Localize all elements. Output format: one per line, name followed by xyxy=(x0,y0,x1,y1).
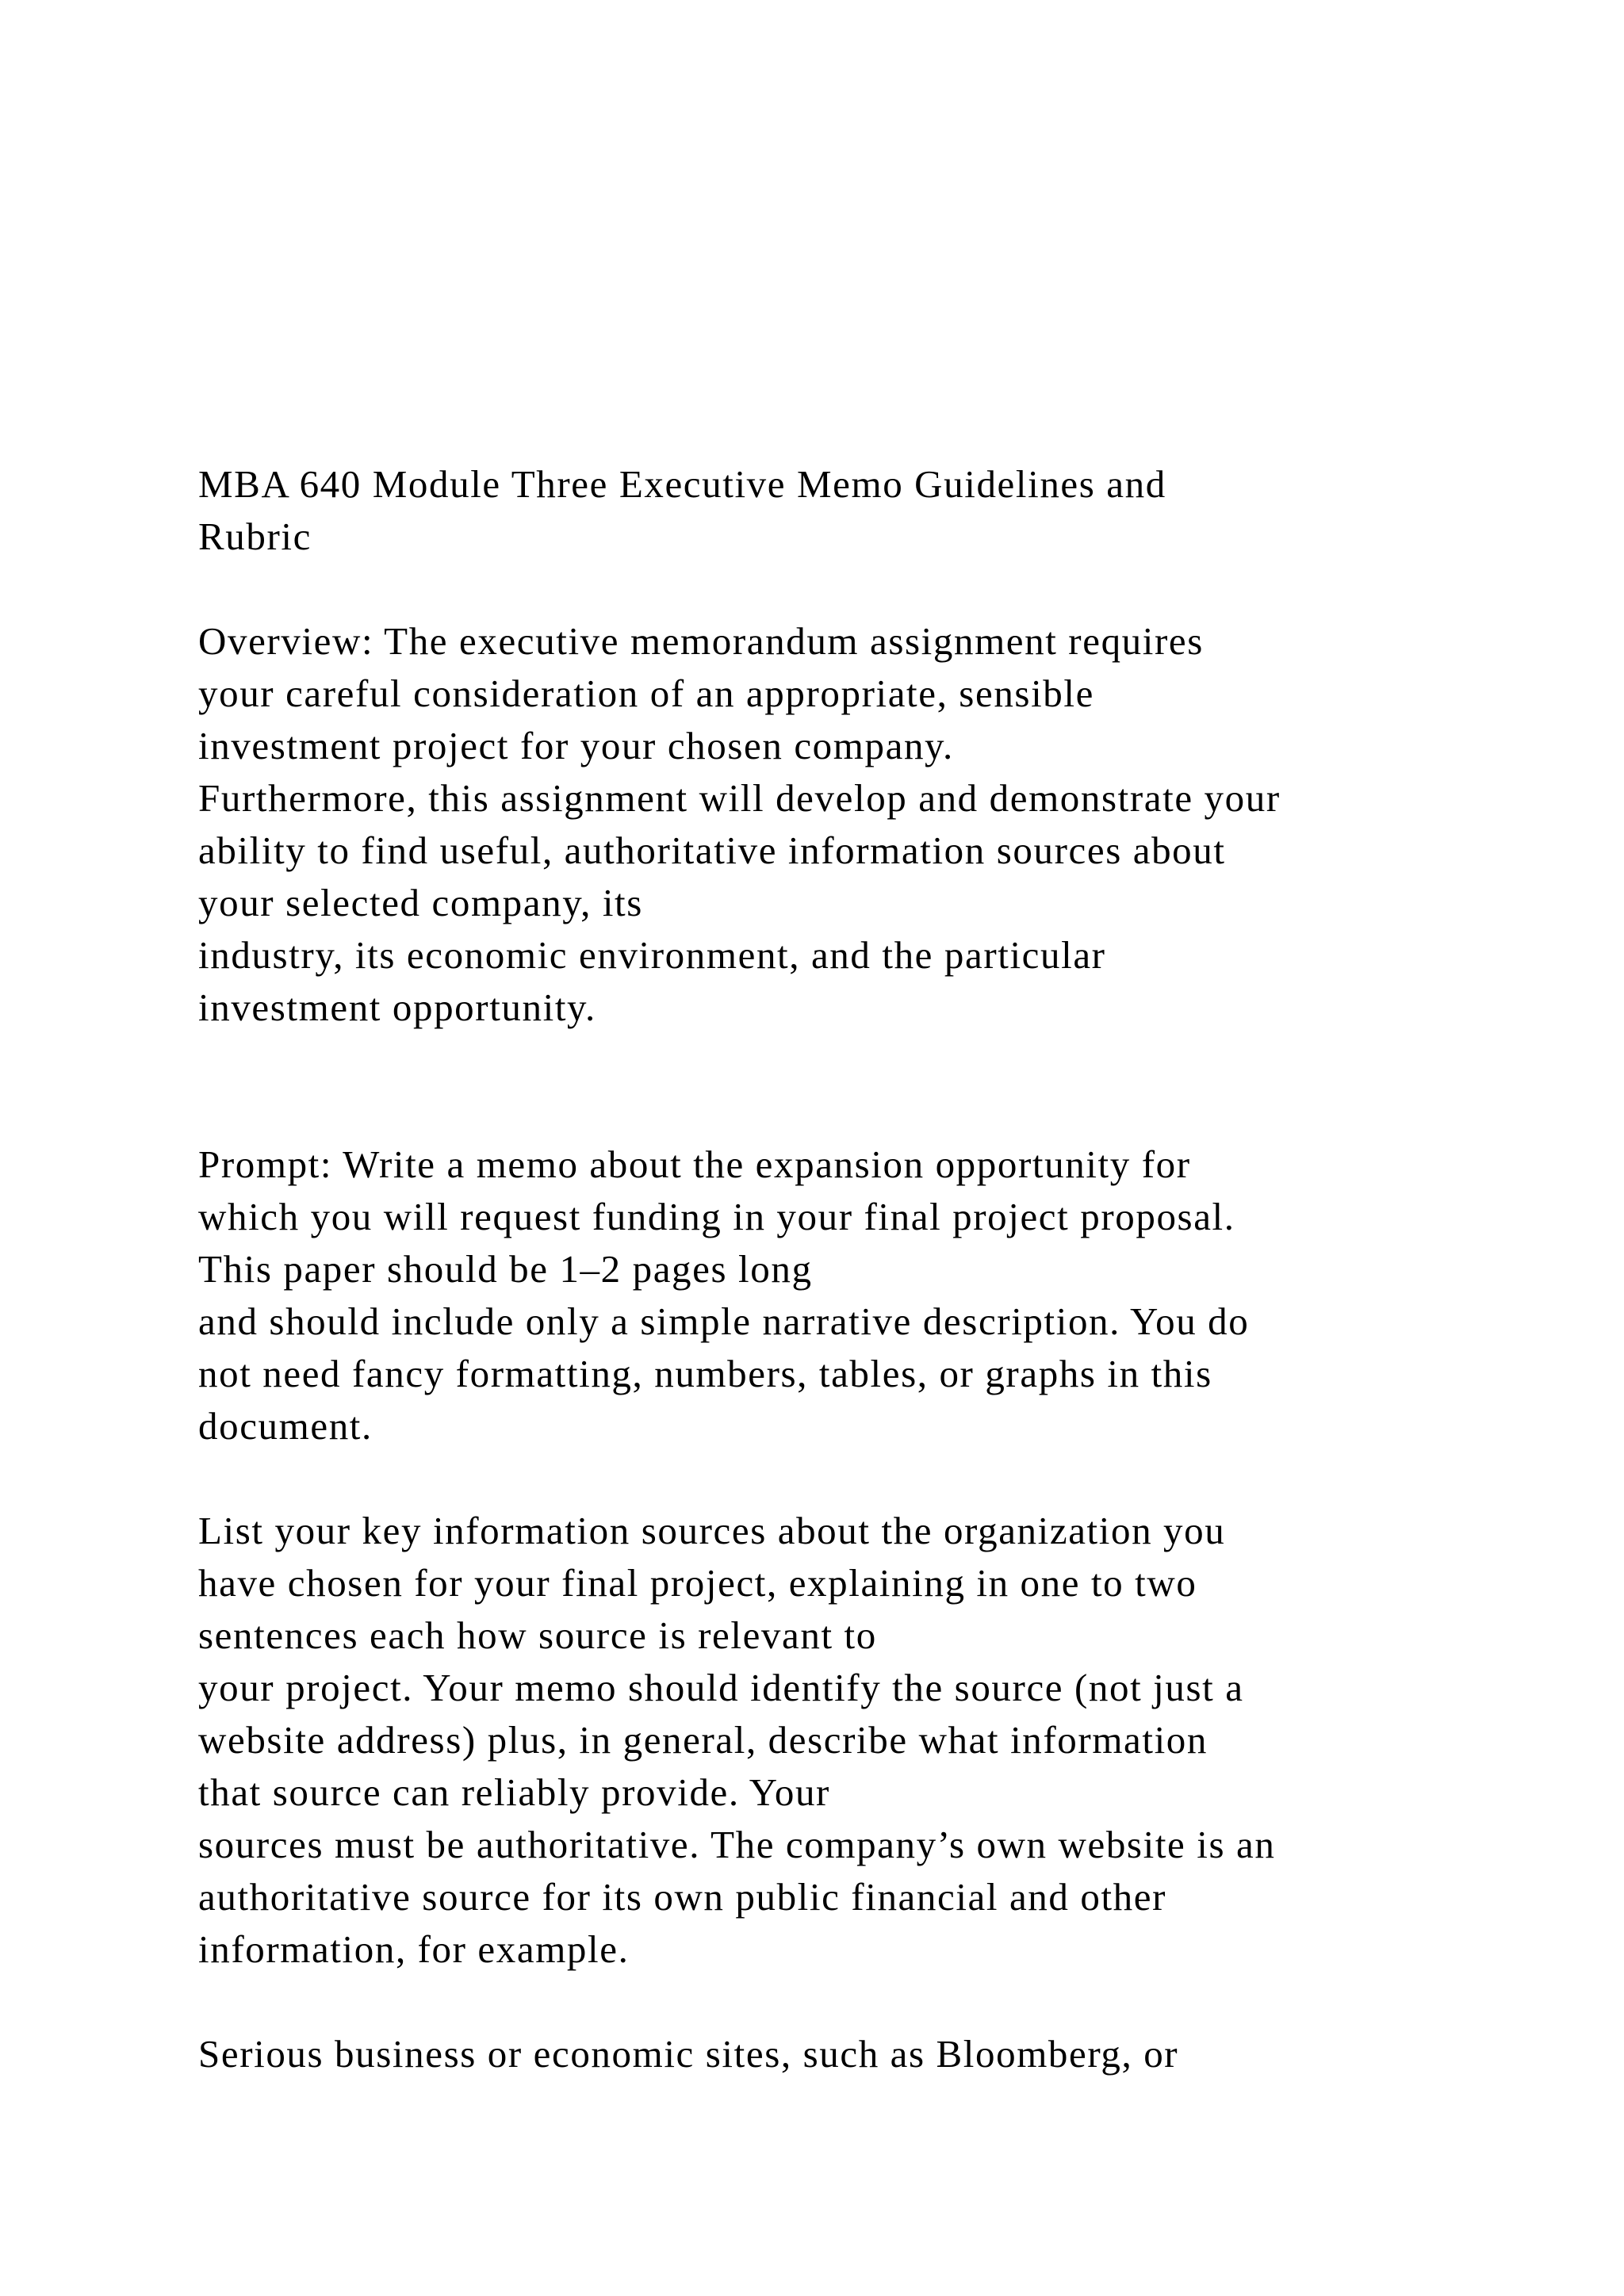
document-body xyxy=(198,458,1507,2080)
prompt-line: document. xyxy=(198,1404,373,1448)
sources-line: information, for example. xyxy=(198,1927,630,1971)
overview-line: ability to find useful, authoritative information sources about xyxy=(198,828,1226,872)
title-line: MBA 640 Module Three Executive Memo Guidelines and xyxy=(198,462,1166,506)
paragraph-spacer xyxy=(198,1976,1507,2028)
prompt-line: which you will request funding in your final project proposal. xyxy=(198,1195,1235,1238)
sources-line: website address) plus, in general, describe what information xyxy=(198,1718,1208,1762)
prompt-paragraph xyxy=(198,1138,1507,1452)
paragraph-spacer xyxy=(198,1452,1507,1505)
paragraph-spacer xyxy=(198,563,1507,615)
document-title xyxy=(198,458,1507,563)
sources-line: sources must be authoritative. The company’s own website is an xyxy=(198,1823,1276,1866)
prompt-line: This paper should be 1–2 pages long xyxy=(198,1247,813,1291)
overview-line: industry, its economic environment, and the particular xyxy=(198,933,1106,977)
paragraph-spacer xyxy=(198,1034,1507,1138)
overview-line: investment project for your chosen company. xyxy=(198,724,954,767)
overview-paragraph xyxy=(198,615,1507,1034)
overview-line: Overview: The executive memorandum assignment requires xyxy=(198,619,1204,663)
prompt-line: Prompt: Write a memo about the expansion opportunity for xyxy=(198,1142,1191,1186)
overview-line: investment opportunity. xyxy=(198,985,596,1029)
sources-line: have chosen for your final project, explaining in one to two xyxy=(198,1561,1197,1605)
overview-line: your careful consideration of an appropriate, sensible xyxy=(198,672,1094,715)
title-line: Rubric xyxy=(198,515,312,558)
sources-line: List your key information sources about the organization you xyxy=(198,1509,1226,1552)
overview-line: your selected company, its xyxy=(198,881,643,924)
sources-paragraph xyxy=(198,1505,1507,1976)
sources-line: that source can reliably provide. Your xyxy=(198,1770,830,1814)
prompt-line: and should include only a simple narrative description. You do xyxy=(198,1299,1250,1343)
serious-sites-line: Serious business or economic sites, such as Bloomberg, or xyxy=(198,2032,1179,2076)
sources-line: sentences each how source is relevant to xyxy=(198,1613,877,1657)
overview-line: Furthermore, this assignment will develop and demonstrate your xyxy=(198,776,1281,820)
sources-line: authoritative source for its own public financial and other xyxy=(198,1875,1167,1919)
serious-sites-paragraph xyxy=(198,2028,1507,2080)
prompt-line: not need fancy formatting, numbers, tables, or graphs in this xyxy=(198,1352,1212,1395)
sources-line: your project. Your memo should identify the source (not just a xyxy=(198,1666,1244,1709)
